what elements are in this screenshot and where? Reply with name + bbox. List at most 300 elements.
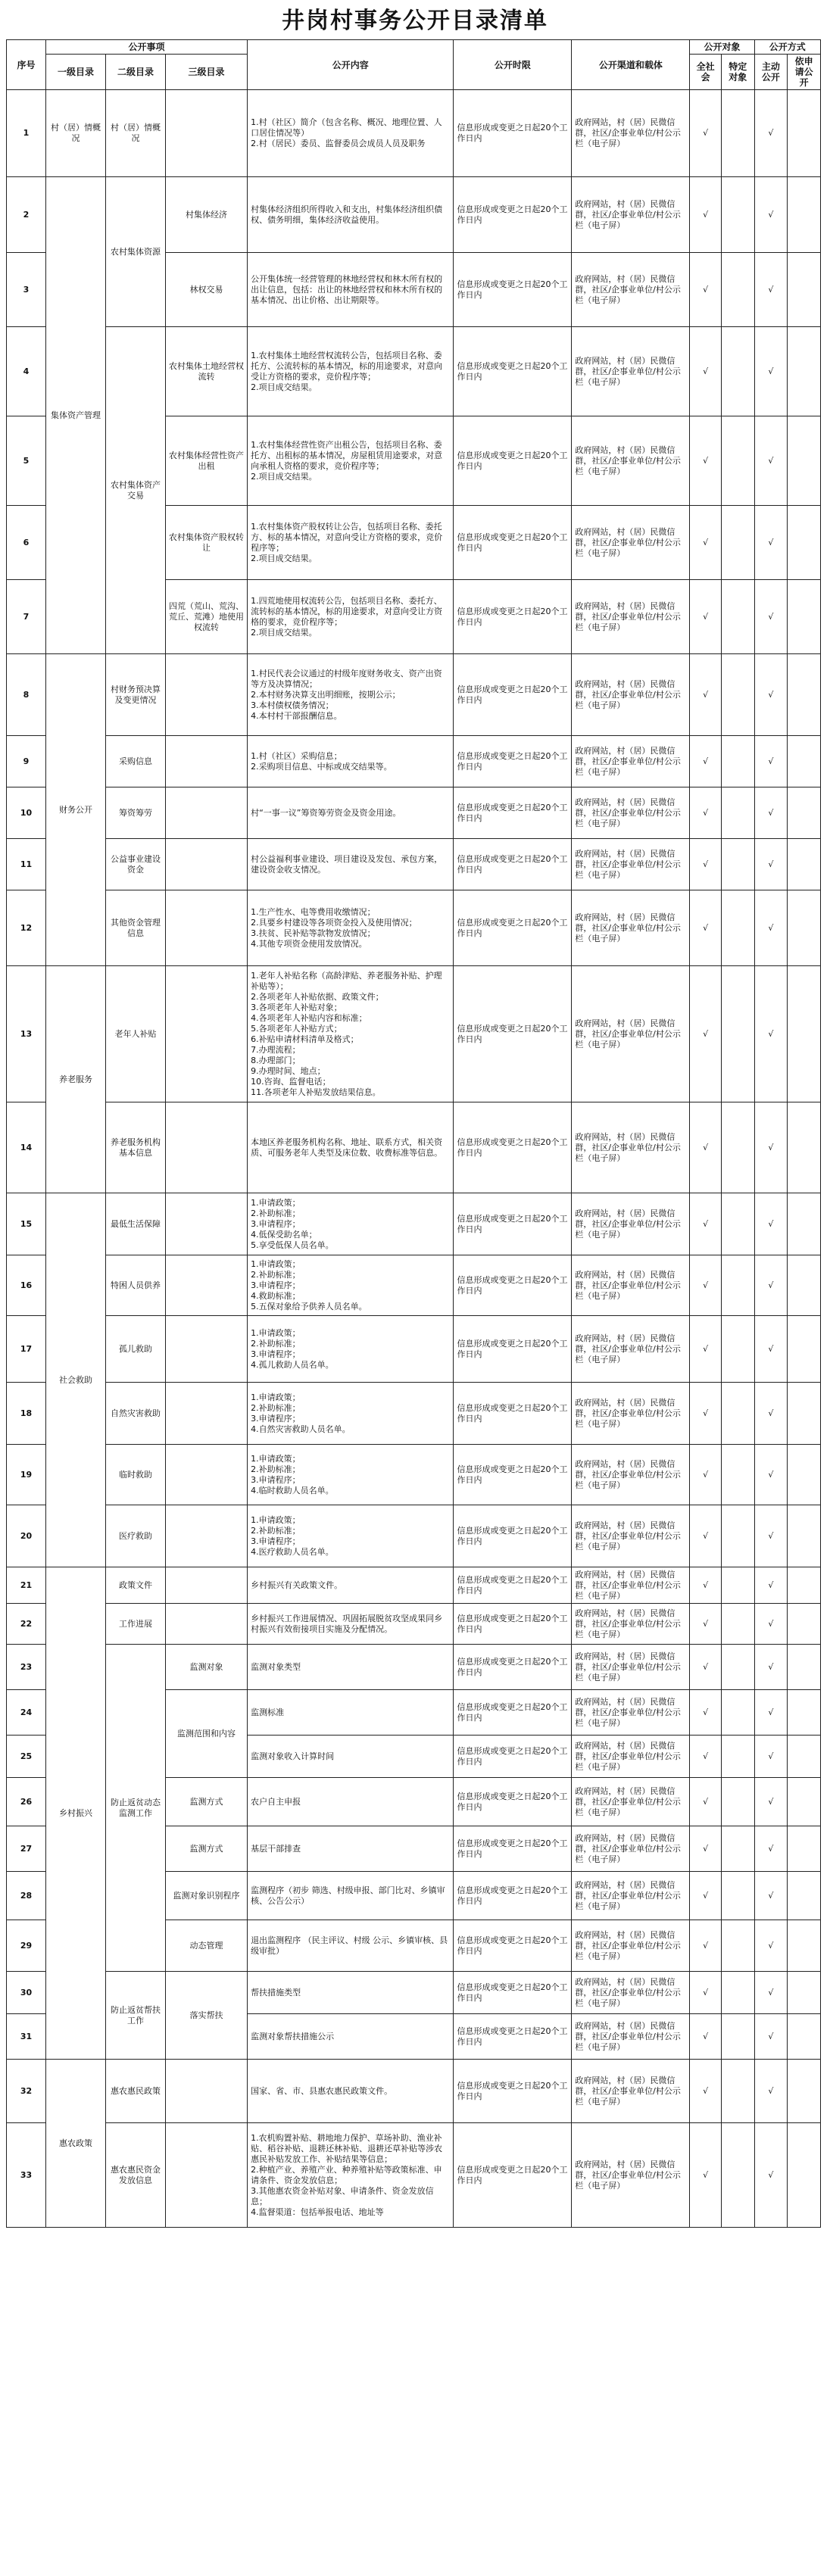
table-row — [7, 327, 821, 416]
channel-cell: 政府网站，村（居）民微信群，社区/企事业单位/村公示栏（电子屏） — [572, 327, 690, 416]
header-time: 公开时限 — [454, 40, 572, 90]
check-on-request — [788, 1778, 821, 1826]
header-active: 主动公开 — [754, 55, 788, 90]
check-on-request — [788, 1604, 821, 1645]
row-number: 21 — [7, 1567, 46, 1604]
level2-cell: 孤儿救助 — [105, 1316, 165, 1383]
check-active: √ — [754, 253, 788, 327]
check-active: √ — [754, 890, 788, 966]
level3-cell: 监测对象识别程序 — [165, 1872, 247, 1920]
check-specific — [721, 1383, 754, 1445]
time-cell: 信息形成或变更之日起20个工作日内 — [454, 2123, 572, 2228]
channel-cell: 政府网站，村（居）民微信群，社区/企事业单位/村公示栏（电子屏） — [572, 90, 690, 177]
content-cell: 乡村振兴有关政策文件。 — [248, 1567, 454, 1604]
time-cell: 信息形成或变更之日起20个工作日内 — [454, 1826, 572, 1872]
check-on-request — [788, 2014, 821, 2060]
check-active: √ — [754, 327, 788, 416]
time-cell: 信息形成或变更之日起20个工作日内 — [454, 2060, 572, 2123]
check-active: √ — [754, 1383, 788, 1445]
time-cell: 信息形成或变更之日起20个工作日内 — [454, 1604, 572, 1645]
table-row — [7, 654, 821, 736]
check-on-request — [788, 580, 821, 654]
time-cell: 信息形成或变更之日起20个工作日内 — [454, 787, 572, 839]
level3-cell — [165, 1505, 247, 1567]
content-cell: 1.四荒地使用权流转公告，包括项目名称、委托方、流转标的基本情况，标的用途要求，对意向受让方资格的要求，竞价程序等； 2.项目成交结果。 — [248, 580, 454, 654]
row-number: 9 — [7, 736, 46, 787]
check-specific — [721, 580, 754, 654]
check-specific — [721, 506, 754, 580]
level3-cell — [165, 1445, 247, 1505]
row-number: 10 — [7, 787, 46, 839]
channel-cell: 政府网站，村（居）民微信群，社区/企事业单位/村公示栏（电子屏） — [572, 177, 690, 253]
check-all-society: √ — [690, 1445, 722, 1505]
check-active: √ — [754, 1567, 788, 1604]
check-specific — [721, 177, 754, 253]
channel-cell: 政府网站，村（居）民微信群，社区/企事业单位/村公示栏（电子屏） — [572, 1690, 690, 1736]
row-number: 1 — [7, 90, 46, 177]
time-cell: 信息形成或变更之日起20个工作日内 — [454, 1255, 572, 1316]
check-specific — [721, 1255, 754, 1316]
channel-cell: 政府网站，村（居）民微信群，社区/企事业单位/村公示栏（电子屏） — [572, 416, 690, 506]
row-number: 14 — [7, 1102, 46, 1193]
table-body — [7, 90, 821, 2228]
check-active: √ — [754, 177, 788, 253]
check-active: √ — [754, 1645, 788, 1690]
check-on-request — [788, 1193, 821, 1255]
check-all-society: √ — [690, 1645, 722, 1690]
check-active: √ — [754, 1920, 788, 1972]
content-cell: 监测程序（初步 筛选、村级申报、部门比对、乡镇审核、公告公示） — [248, 1872, 454, 1920]
level2-cell: 惠农惠民政策 — [105, 2060, 165, 2123]
content-cell: 1.申请政策； 2.补助标准； 3.申请程序； 4.孤儿救助人员名单。 — [248, 1316, 454, 1383]
check-on-request — [788, 2060, 821, 2123]
level1-cell: 乡村振兴 — [45, 1567, 105, 2060]
check-specific — [721, 1505, 754, 1567]
table-row — [7, 1972, 821, 2014]
check-on-request — [788, 506, 821, 580]
level3-cell — [165, 1255, 247, 1316]
table-row — [7, 1505, 821, 1567]
header-all-society: 全社会 — [690, 55, 722, 90]
time-cell: 信息形成或变更之日起20个工作日内 — [454, 327, 572, 416]
level2-cell: 临时救助 — [105, 1445, 165, 1505]
time-cell: 信息形成或变更之日起20个工作日内 — [454, 1505, 572, 1567]
level2-cell: 医疗救助 — [105, 1505, 165, 1567]
check-on-request — [788, 1920, 821, 1972]
level3-cell — [165, 1193, 247, 1255]
content-cell: 1.申请政策； 2.补助标准； 3.申请程序； 4.医疗救助人员名单。 — [248, 1505, 454, 1567]
row-number: 17 — [7, 1316, 46, 1383]
header-target-group: 公开对象 — [690, 40, 754, 55]
row-number: 33 — [7, 2123, 46, 2228]
time-cell: 信息形成或变更之日起20个工作日内 — [454, 90, 572, 177]
level2-cell: 自然灾害救助 — [105, 1383, 165, 1445]
level1-cell: 社会救助 — [45, 1193, 105, 1567]
level3-cell — [165, 1604, 247, 1645]
check-all-society: √ — [690, 736, 722, 787]
check-specific — [721, 890, 754, 966]
check-active: √ — [754, 1872, 788, 1920]
check-all-society: √ — [690, 1972, 722, 2014]
check-specific — [721, 839, 754, 890]
time-cell: 信息形成或变更之日起20个工作日内 — [454, 1872, 572, 1920]
table-row — [7, 1255, 821, 1316]
time-cell: 信息形成或变更之日起20个工作日内 — [454, 506, 572, 580]
level2-cell: 农村集体资源 — [105, 177, 165, 327]
check-all-society: √ — [690, 1826, 722, 1872]
time-cell: 信息形成或变更之日起20个工作日内 — [454, 177, 572, 253]
level3-cell: 农村集体资产股权转让 — [165, 506, 247, 580]
content-cell: 1.村（社区）采购信息； 2.采购项目信息、中标或成交结果等。 — [248, 736, 454, 787]
level2-cell: 防止返贫动态监测工作 — [105, 1645, 165, 1972]
level2-cell: 惠农惠民资金发放信息 — [105, 2123, 165, 2228]
row-number: 27 — [7, 1826, 46, 1872]
time-cell: 信息形成或变更之日起20个工作日内 — [454, 890, 572, 966]
content-cell: 1.农村集体资产股权转让公告，包括项目名称、委托方、标的基本情况，对意向受让方资格的要求，竞价程序等； 2.项目成交结果。 — [248, 506, 454, 580]
check-active: √ — [754, 506, 788, 580]
level2-cell: 其他资金管理信息 — [105, 890, 165, 966]
check-on-request — [788, 1255, 821, 1316]
row-number: 15 — [7, 1193, 46, 1255]
level1-cell: 财务公开 — [45, 654, 105, 966]
channel-cell: 政府网站，村（居）民微信群，社区/企事业单位/村公示栏（电子屏） — [572, 2014, 690, 2060]
level2-cell: 村财务预决算及变更情况 — [105, 654, 165, 736]
header-content: 公开内容 — [248, 40, 454, 90]
check-on-request — [788, 1736, 821, 1778]
content-cell: 村“一事一议”筹资筹劳资金及资金用途。 — [248, 787, 454, 839]
table-row — [7, 90, 821, 177]
content-cell: 1.村（社区）简介（包含名称、概况、地理位置、人口居住情况等） 2.村（居民）委员、监督委员会成员人员及职务 — [248, 90, 454, 177]
level2-cell: 工作进展 — [105, 1604, 165, 1645]
content-cell: 农户自主申报 — [248, 1778, 454, 1826]
check-on-request — [788, 787, 821, 839]
check-active: √ — [754, 1604, 788, 1645]
table-row — [7, 1604, 821, 1645]
channel-cell: 政府网站，村（居）民微信群，社区/企事业单位/村公示栏（电子屏） — [572, 736, 690, 787]
level2-cell: 特困人员供养 — [105, 1255, 165, 1316]
check-on-request — [788, 1102, 821, 1193]
check-on-request — [788, 1316, 821, 1383]
level3-cell: 村集体经济 — [165, 177, 247, 253]
check-on-request — [788, 654, 821, 736]
check-all-society: √ — [690, 253, 722, 327]
page-title: 井岗村事务公开目录清单 — [282, 8, 548, 34]
content-cell: 退出监测程序 （民主评议、村级 公示、乡镇审核、县级审批） — [248, 1920, 454, 1972]
row-number: 25 — [7, 1736, 46, 1778]
check-specific — [721, 1920, 754, 1972]
check-specific — [721, 327, 754, 416]
level3-cell — [165, 654, 247, 736]
level2-cell: 老年人补贴 — [105, 966, 165, 1102]
check-active: √ — [754, 1193, 788, 1255]
level3-cell: 农村集体土地经营权流转 — [165, 327, 247, 416]
table-row — [7, 177, 821, 253]
check-on-request — [788, 1383, 821, 1445]
time-cell: 信息形成或变更之日起20个工作日内 — [454, 580, 572, 654]
check-all-society: √ — [690, 1102, 722, 1193]
header-method-group: 公开方式 — [754, 40, 820, 55]
time-cell: 信息形成或变更之日起20个工作日内 — [454, 1778, 572, 1826]
check-on-request — [788, 1872, 821, 1920]
level3-cell — [165, 2060, 247, 2123]
table-row — [7, 1193, 821, 1255]
channel-cell: 政府网站，村（居）民微信群，社区/企事业单位/村公示栏（电子屏） — [572, 1102, 690, 1193]
check-specific — [721, 736, 754, 787]
content-cell: 监测对象帮扶措施公示 — [248, 2014, 454, 2060]
check-on-request — [788, 1972, 821, 2014]
level3-cell — [165, 839, 247, 890]
check-specific — [721, 1645, 754, 1690]
level3-cell — [165, 1383, 247, 1445]
header-level3: 三级目录 — [165, 55, 247, 90]
check-specific — [721, 1604, 754, 1645]
check-all-society: √ — [690, 787, 722, 839]
header-level1: 一级目录 — [45, 55, 105, 90]
check-specific — [721, 1316, 754, 1383]
check-all-society: √ — [690, 416, 722, 506]
header-channel: 公开渠道和载体 — [572, 40, 690, 90]
row-number: 6 — [7, 506, 46, 580]
content-cell: 1.农村集体经营性资产出租公告，包括项目名称、委托方、出租标的基本情况，房屋租赁用途要求，对意向承租人资格的要求，竞价程序等； 2.项目成交结果。 — [248, 416, 454, 506]
time-cell: 信息形成或变更之日起20个工作日内 — [454, 1193, 572, 1255]
check-on-request — [788, 839, 821, 890]
check-on-request — [788, 90, 821, 177]
level3-cell — [165, 1102, 247, 1193]
level1-cell: 养老服务 — [45, 966, 105, 1193]
check-all-society: √ — [690, 90, 722, 177]
level2-cell: 政策文件 — [105, 1567, 165, 1604]
check-on-request — [788, 1690, 821, 1736]
check-active: √ — [754, 839, 788, 890]
check-all-society: √ — [690, 580, 722, 654]
check-specific — [721, 654, 754, 736]
level1-cell: 惠农政策 — [45, 2060, 105, 2228]
time-cell: 信息形成或变更之日起20个工作日内 — [454, 1736, 572, 1778]
row-number: 3 — [7, 253, 46, 327]
level2-cell: 公益事业建设资金 — [105, 839, 165, 890]
check-active: √ — [754, 1505, 788, 1567]
check-all-society: √ — [690, 1316, 722, 1383]
channel-cell: 政府网站，村（居）民微信群，社区/企事业单位/村公示栏（电子屏） — [572, 580, 690, 654]
channel-cell: 政府网站，村（居）民微信群，社区/企事业单位/村公示栏（电子屏） — [572, 1316, 690, 1383]
content-cell: 监测对象类型 — [248, 1645, 454, 1690]
level3-cell — [165, 890, 247, 966]
time-cell: 信息形成或变更之日起20个工作日内 — [454, 253, 572, 327]
check-on-request — [788, 253, 821, 327]
check-active: √ — [754, 416, 788, 506]
check-active: √ — [754, 1445, 788, 1505]
row-number: 24 — [7, 1690, 46, 1736]
content-cell: 1.申请政策； 2.补助标准； 3.申请程序； 4.低保受助名单； 5.享受低保人员名单。 — [248, 1193, 454, 1255]
check-all-society: √ — [690, 890, 722, 966]
check-active: √ — [754, 1102, 788, 1193]
time-cell: 信息形成或变更之日起20个工作日内 — [454, 839, 572, 890]
row-number: 16 — [7, 1255, 46, 1316]
header-seq: 序号 — [7, 40, 46, 90]
level2-cell: 筹资筹劳 — [105, 787, 165, 839]
time-cell: 信息形成或变更之日起20个工作日内 — [454, 1383, 572, 1445]
check-all-society: √ — [690, 177, 722, 253]
content-cell: 本地区养老服务机构名称、地址、联系方式，相关资质、可服务老年人类型及床位数、收费标准等信息。 — [248, 1102, 454, 1193]
check-active: √ — [754, 654, 788, 736]
channel-cell: 政府网站，村（居）民微信群，社区/企事业单位/村公示栏（电子屏） — [572, 1872, 690, 1920]
check-active: √ — [754, 2060, 788, 2123]
content-cell: 村公益福利事业建设、项目建设及发包、承包方案，建设资金收支情况。 — [248, 839, 454, 890]
time-cell: 信息形成或变更之日起20个工作日内 — [454, 1690, 572, 1736]
row-number: 32 — [7, 2060, 46, 2123]
content-cell: 国家、省、市、县惠农惠民政策文件。 — [248, 2060, 454, 2123]
time-cell: 信息形成或变更之日起20个工作日内 — [454, 1920, 572, 1972]
channel-cell: 政府网站，村（居）民微信群，社区/企事业单位/村公示栏（电子屏） — [572, 1445, 690, 1505]
channel-cell: 政府网站，村（居）民微信群，社区/企事业单位/村公示栏（电子屏） — [572, 1645, 690, 1690]
check-specific — [721, 1690, 754, 1736]
level3-cell: 监测对象 — [165, 1645, 247, 1690]
level3-cell — [165, 2123, 247, 2228]
check-active: √ — [754, 966, 788, 1102]
check-active: √ — [754, 787, 788, 839]
row-number: 31 — [7, 2014, 46, 2060]
check-all-society: √ — [690, 1193, 722, 1255]
channel-cell: 政府网站，村（居）民微信群，社区/企事业单位/村公示栏（电子屏） — [572, 1778, 690, 1826]
check-active: √ — [754, 1778, 788, 1826]
level2-cell: 最低生活保障 — [105, 1193, 165, 1255]
check-specific — [721, 253, 754, 327]
check-all-society: √ — [690, 1690, 722, 1736]
row-number: 19 — [7, 1445, 46, 1505]
check-all-society: √ — [690, 1872, 722, 1920]
level3-cell — [165, 1316, 247, 1383]
check-all-society: √ — [690, 966, 722, 1102]
level3-cell: 监测方式 — [165, 1826, 247, 1872]
time-cell: 信息形成或变更之日起20个工作日内 — [454, 1567, 572, 1604]
table-row — [7, 2123, 821, 2228]
check-specific — [721, 1872, 754, 1920]
time-cell: 信息形成或变更之日起20个工作日内 — [454, 416, 572, 506]
channel-cell: 政府网站，村（居）民微信群，社区/企事业单位/村公示栏（电子屏） — [572, 966, 690, 1102]
check-specific — [721, 1193, 754, 1255]
content-cell: 帮扶措施类型 — [248, 1972, 454, 2014]
check-all-society: √ — [690, 1255, 722, 1316]
check-specific — [721, 1445, 754, 1505]
table-row — [7, 1567, 821, 1604]
time-cell: 信息形成或变更之日起20个工作日内 — [454, 736, 572, 787]
row-number: 23 — [7, 1645, 46, 1690]
check-specific — [721, 1102, 754, 1193]
row-number: 11 — [7, 839, 46, 890]
check-all-society: √ — [690, 839, 722, 890]
table-row — [7, 1102, 821, 1193]
check-active: √ — [754, 580, 788, 654]
channel-cell: 政府网站，村（居）民微信群，社区/企事业单位/村公示栏（电子屏） — [572, 1920, 690, 1972]
channel-cell: 政府网站，村（居）民微信群，社区/企事业单位/村公示栏（电子屏） — [572, 1604, 690, 1645]
row-number: 5 — [7, 416, 46, 506]
check-on-request — [788, 1445, 821, 1505]
row-number: 2 — [7, 177, 46, 253]
row-number: 8 — [7, 654, 46, 736]
channel-cell: 政府网站，村（居）民微信群，社区/企事业单位/村公示栏（电子屏） — [572, 1505, 690, 1567]
channel-cell: 政府网站，村（居）民微信群，社区/企事业单位/村公示栏（电子屏） — [572, 253, 690, 327]
check-active: √ — [754, 1826, 788, 1872]
check-on-request — [788, 736, 821, 787]
check-all-society: √ — [690, 2123, 722, 2228]
level2-cell: 采购信息 — [105, 736, 165, 787]
row-number: 28 — [7, 1872, 46, 1920]
time-cell: 信息形成或变更之日起20个工作日内 — [454, 2014, 572, 2060]
level3-cell — [165, 787, 247, 839]
channel-cell: 政府网站，村（居）民微信群，社区/企事业单位/村公示栏（电子屏） — [572, 1383, 690, 1445]
content-cell: 1.农机购置补贴、耕地地力保护、草场补助、渔业补贴、稻谷补贴、退耕还林补贴、退耕还草补贴等涉农惠民补贴发放工作、补贴结果等信息； 2.种植产业、养殖产业、种养殖补贴等政策标准、申请条件、资金发放信息； 3.其他惠农资金补贴对象、申请条件、资金发放信息； 4.监督渠道：包括举报电话、地址等 — [248, 2123, 454, 2228]
time-cell: 信息形成或变更之日起20个工作日内 — [454, 1445, 572, 1505]
check-active: √ — [754, 2014, 788, 2060]
check-all-society: √ — [690, 1778, 722, 1826]
header-specific: 特定对象 — [721, 55, 754, 90]
content-cell: 乡村振兴工作进展情况、巩固拓展脱贫攻坚成果同乡村振兴有效衔接项目实施及分配情况。 — [248, 1604, 454, 1645]
check-on-request — [788, 890, 821, 966]
level2-cell: 养老服务机构基本信息 — [105, 1102, 165, 1193]
row-number: 29 — [7, 1920, 46, 1972]
level2-cell: 农村集体资产交易 — [105, 327, 165, 654]
level1-cell: 村（居）情概况 — [45, 90, 105, 177]
check-on-request — [788, 1505, 821, 1567]
row-number: 12 — [7, 890, 46, 966]
row-number: 30 — [7, 1972, 46, 2014]
level2-cell: 防止返贫帮扶工作 — [105, 1972, 165, 2060]
check-specific — [721, 1567, 754, 1604]
content-cell: 1.申请政策； 2.补助标准； 3.申请程序； 4.临时救助人员名单。 — [248, 1445, 454, 1505]
check-on-request — [788, 1645, 821, 1690]
channel-cell: 政府网站，村（居）民微信群，社区/企事业单位/村公示栏（电子屏） — [572, 506, 690, 580]
check-specific — [721, 787, 754, 839]
content-cell: 1.申请政策； 2.补助标准； 3.申请程序； 4.自然灾害救助人员名单。 — [248, 1383, 454, 1445]
content-cell: 1.生产性水、电等费用收缴情况； 2.具要乡村建设等各项资金投入及使用情况； 3.扶贫、民补贴等款物发放情况； 4.其他专项资金使用发放情况。 — [248, 890, 454, 966]
check-active: √ — [754, 1736, 788, 1778]
time-cell: 信息形成或变更之日起20个工作日内 — [454, 1645, 572, 1690]
level3-cell: 监测范围和内容 — [165, 1690, 247, 1778]
check-on-request — [788, 416, 821, 506]
header-item-group: 公开事项 — [45, 40, 247, 55]
check-specific — [721, 90, 754, 177]
time-cell: 信息形成或变更之日起20个工作日内 — [454, 1102, 572, 1193]
check-on-request — [788, 1826, 821, 1872]
row-number: 7 — [7, 580, 46, 654]
level1-cell: 集体资产管理 — [45, 177, 105, 654]
check-all-society: √ — [690, 1505, 722, 1567]
check-all-society: √ — [690, 2014, 722, 2060]
check-all-society: √ — [690, 1920, 722, 1972]
check-on-request — [788, 177, 821, 253]
content-cell: 1.村民代表会议通过的村级年度财务收支、资产出资等方及决算情况； 2.本村财务决算支出明细账，按期公示； 3.本村债权债务情况； 4.本村村干部报酬信息。 — [248, 654, 454, 736]
table-row — [7, 1445, 821, 1505]
table-row — [7, 1383, 821, 1445]
row-number: 4 — [7, 327, 46, 416]
channel-cell: 政府网站，村（居）民微信群，社区/企事业单位/村公示栏（电子屏） — [572, 2060, 690, 2123]
check-on-request — [788, 1567, 821, 1604]
table-row — [7, 1645, 821, 1690]
content-cell: 监测标准 — [248, 1690, 454, 1736]
row-number: 26 — [7, 1778, 46, 1826]
row-number: 13 — [7, 966, 46, 1102]
check-specific — [721, 2014, 754, 2060]
channel-cell: 政府网站，村（居）民微信群，社区/企事业单位/村公示栏（电子屏） — [572, 1826, 690, 1872]
channel-cell: 政府网站，村（居）民微信群，社区/企事业单位/村公示栏（电子屏） — [572, 1567, 690, 1604]
check-active: √ — [754, 736, 788, 787]
check-all-society: √ — [690, 1567, 722, 1604]
level3-cell: 四荒（荒山、荒沟、荒丘、荒滩）地使用权流转 — [165, 580, 247, 654]
check-all-society: √ — [690, 2060, 722, 2123]
channel-cell: 政府网站，村（居）民微信群，社区/企事业单位/村公示栏（电子屏） — [572, 1972, 690, 2014]
table-row — [7, 1316, 821, 1383]
channel-cell: 政府网站，村（居）民微信群，社区/企事业单位/村公示栏（电子屏） — [572, 1193, 690, 1255]
